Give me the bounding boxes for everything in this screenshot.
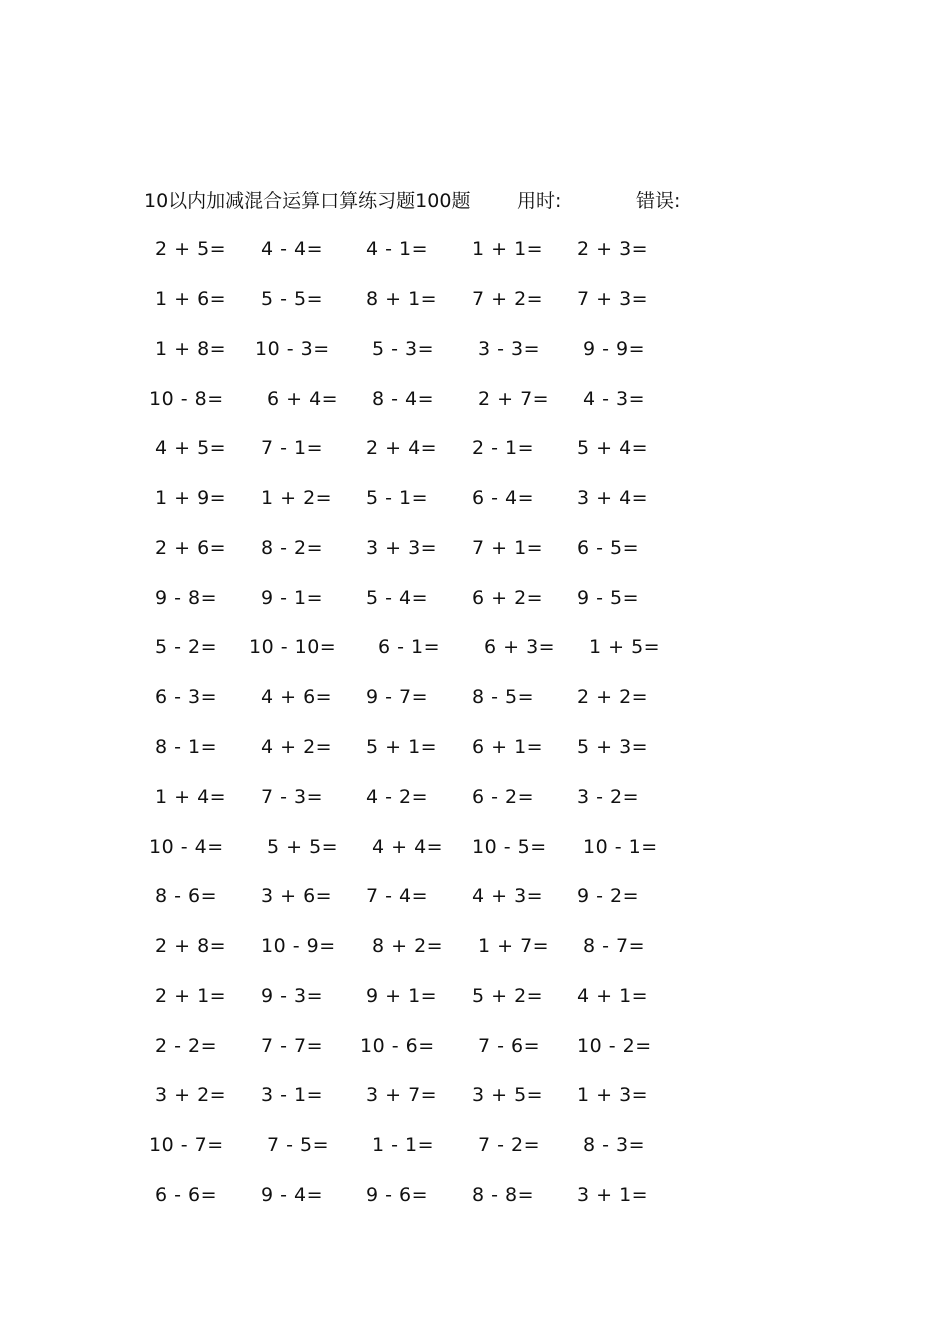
problem-row: [0, 433, 950, 463]
problem-row: [0, 483, 950, 513]
errors-label: 错误:: [636, 190, 681, 212]
arithmetic-problem: 2 + 4=: [366, 437, 438, 459]
arithmetic-problem: 4 - 3=: [583, 388, 646, 410]
arithmetic-problem: 4 - 1=: [366, 238, 429, 260]
arithmetic-problem: 5 + 5=: [267, 836, 339, 858]
arithmetic-problem: 10 - 1=: [583, 836, 658, 858]
arithmetic-problem: 1 + 5=: [589, 636, 661, 658]
worksheet-title: 10以内加减混合运算口算练习题100题: [144, 190, 471, 212]
arithmetic-problem: 3 + 3=: [366, 537, 438, 559]
arithmetic-problem: 4 - 2=: [366, 786, 429, 808]
arithmetic-problem: 1 + 2=: [261, 487, 333, 509]
arithmetic-problem: 7 - 4=: [366, 885, 429, 907]
arithmetic-problem: 7 + 3=: [577, 288, 649, 310]
arithmetic-problem: 10 - 10=: [249, 636, 337, 658]
arithmetic-problem: 5 + 1=: [366, 736, 438, 758]
arithmetic-problem: 4 + 4=: [372, 836, 444, 858]
arithmetic-problem: 9 - 7=: [366, 686, 429, 708]
arithmetic-problem: 8 + 1=: [366, 288, 438, 310]
arithmetic-problem: 10 - 7=: [149, 1134, 224, 1156]
arithmetic-problem: 6 + 1=: [472, 736, 544, 758]
arithmetic-problem: 9 + 1=: [366, 985, 438, 1007]
arithmetic-problem: 7 - 2=: [478, 1134, 541, 1156]
problem-row: [0, 632, 950, 662]
problem-row: [0, 533, 950, 563]
arithmetic-problem: 3 + 6=: [261, 885, 333, 907]
arithmetic-problem: 1 + 7=: [478, 935, 550, 957]
arithmetic-problem: 8 - 6=: [155, 885, 218, 907]
arithmetic-problem: 5 - 5=: [261, 288, 324, 310]
arithmetic-problem: 7 - 5=: [267, 1134, 330, 1156]
arithmetic-problem: 1 - 1=: [372, 1134, 435, 1156]
arithmetic-problem: 6 + 2=: [472, 587, 544, 609]
arithmetic-problem: 5 + 4=: [577, 437, 649, 459]
arithmetic-problem: 5 - 3=: [372, 338, 435, 360]
arithmetic-problem: 4 + 2=: [261, 736, 333, 758]
arithmetic-problem: 5 - 2=: [155, 636, 218, 658]
arithmetic-problem: 6 - 1=: [378, 636, 441, 658]
problem-row: [0, 334, 950, 364]
arithmetic-problem: 6 - 5=: [577, 537, 640, 559]
arithmetic-problem: 9 - 4=: [261, 1184, 324, 1206]
arithmetic-problem: 1 + 8=: [155, 338, 227, 360]
arithmetic-problem: 4 + 3=: [472, 885, 544, 907]
arithmetic-problem: 8 - 4=: [372, 388, 435, 410]
arithmetic-problem: 2 + 3=: [577, 238, 649, 260]
problem-row: [0, 1130, 950, 1160]
arithmetic-problem: 6 - 4=: [472, 487, 535, 509]
arithmetic-problem: 6 - 6=: [155, 1184, 218, 1206]
arithmetic-problem: 9 - 3=: [261, 985, 324, 1007]
arithmetic-problem: 2 - 2=: [155, 1035, 218, 1057]
problem-row: [0, 931, 950, 961]
problem-row: [0, 682, 950, 712]
arithmetic-problem: 4 + 6=: [261, 686, 333, 708]
problem-row: [0, 981, 950, 1011]
problem-row: [0, 1180, 950, 1210]
arithmetic-problem: 2 + 6=: [155, 537, 227, 559]
arithmetic-problem: 5 - 4=: [366, 587, 429, 609]
arithmetic-problem: 3 + 5=: [472, 1084, 544, 1106]
arithmetic-problem: 5 - 1=: [366, 487, 429, 509]
arithmetic-problem: 3 + 1=: [577, 1184, 649, 1206]
arithmetic-problem: 6 + 3=: [484, 636, 556, 658]
arithmetic-problem: 1 + 6=: [155, 288, 227, 310]
arithmetic-problem: 10 - 6=: [360, 1035, 435, 1057]
arithmetic-problem: 10 - 2=: [577, 1035, 652, 1057]
problem-row: [0, 1031, 950, 1061]
arithmetic-problem: 8 - 7=: [583, 935, 646, 957]
arithmetic-problem: 9 - 9=: [583, 338, 646, 360]
arithmetic-problem: 2 + 8=: [155, 935, 227, 957]
arithmetic-problem: 6 - 3=: [155, 686, 218, 708]
arithmetic-problem: 2 + 2=: [577, 686, 649, 708]
arithmetic-problem: 5 + 3=: [577, 736, 649, 758]
arithmetic-problem: 6 - 2=: [472, 786, 535, 808]
arithmetic-problem: 6 + 4=: [267, 388, 339, 410]
arithmetic-problem: 3 - 3=: [478, 338, 541, 360]
arithmetic-problem: 8 - 2=: [261, 537, 324, 559]
arithmetic-problem: 3 + 7=: [366, 1084, 438, 1106]
arithmetic-problem: 9 - 6=: [366, 1184, 429, 1206]
arithmetic-problem: 9 - 5=: [577, 587, 640, 609]
arithmetic-problem: 4 + 1=: [577, 985, 649, 1007]
arithmetic-problem: 1 + 9=: [155, 487, 227, 509]
arithmetic-problem: 3 - 1=: [261, 1084, 324, 1106]
problem-row: [0, 782, 950, 812]
arithmetic-problem: 4 - 4=: [261, 238, 324, 260]
arithmetic-problem: 8 - 1=: [155, 736, 218, 758]
arithmetic-problem: 2 + 5=: [155, 238, 227, 260]
arithmetic-problem: 2 + 7=: [478, 388, 550, 410]
time-label: 用时:: [517, 190, 562, 212]
arithmetic-problem: 2 - 1=: [472, 437, 535, 459]
arithmetic-problem: 9 - 2=: [577, 885, 640, 907]
arithmetic-problem: 10 - 4=: [149, 836, 224, 858]
arithmetic-problem: 8 - 3=: [583, 1134, 646, 1156]
arithmetic-problem: 10 - 5=: [472, 836, 547, 858]
arithmetic-problem: 9 - 8=: [155, 587, 218, 609]
arithmetic-problem: 9 - 1=: [261, 587, 324, 609]
arithmetic-problem: 7 + 1=: [472, 537, 544, 559]
arithmetic-problem: 1 + 1=: [472, 238, 544, 260]
arithmetic-problem: 8 - 5=: [472, 686, 535, 708]
arithmetic-problem: 2 + 1=: [155, 985, 227, 1007]
arithmetic-problem: 7 - 3=: [261, 786, 324, 808]
arithmetic-problem: 7 - 7=: [261, 1035, 324, 1057]
arithmetic-problem: 7 - 6=: [478, 1035, 541, 1057]
problem-row: [0, 832, 950, 862]
arithmetic-problem: 1 + 3=: [577, 1084, 649, 1106]
problem-row: [0, 732, 950, 762]
arithmetic-problem: 10 - 8=: [149, 388, 224, 410]
problem-row: [0, 583, 950, 613]
problem-row: [0, 1080, 950, 1110]
arithmetic-problem: 3 + 4=: [577, 487, 649, 509]
arithmetic-problem: 3 + 2=: [155, 1084, 227, 1106]
arithmetic-problem: 7 + 2=: [472, 288, 544, 310]
problem-row: [0, 881, 950, 911]
arithmetic-problem: 4 + 5=: [155, 437, 227, 459]
arithmetic-problem: 8 + 2=: [372, 935, 444, 957]
arithmetic-problem: 5 + 2=: [472, 985, 544, 1007]
problem-row: [0, 284, 950, 314]
arithmetic-problem: 10 - 3=: [255, 338, 330, 360]
problem-row: [0, 384, 950, 414]
arithmetic-problem: 8 - 8=: [472, 1184, 535, 1206]
arithmetic-problem: 7 - 1=: [261, 437, 324, 459]
arithmetic-problem: 3 - 2=: [577, 786, 640, 808]
arithmetic-problem: 10 - 9=: [261, 935, 336, 957]
problem-row: [0, 234, 950, 264]
arithmetic-problem: 1 + 4=: [155, 786, 227, 808]
